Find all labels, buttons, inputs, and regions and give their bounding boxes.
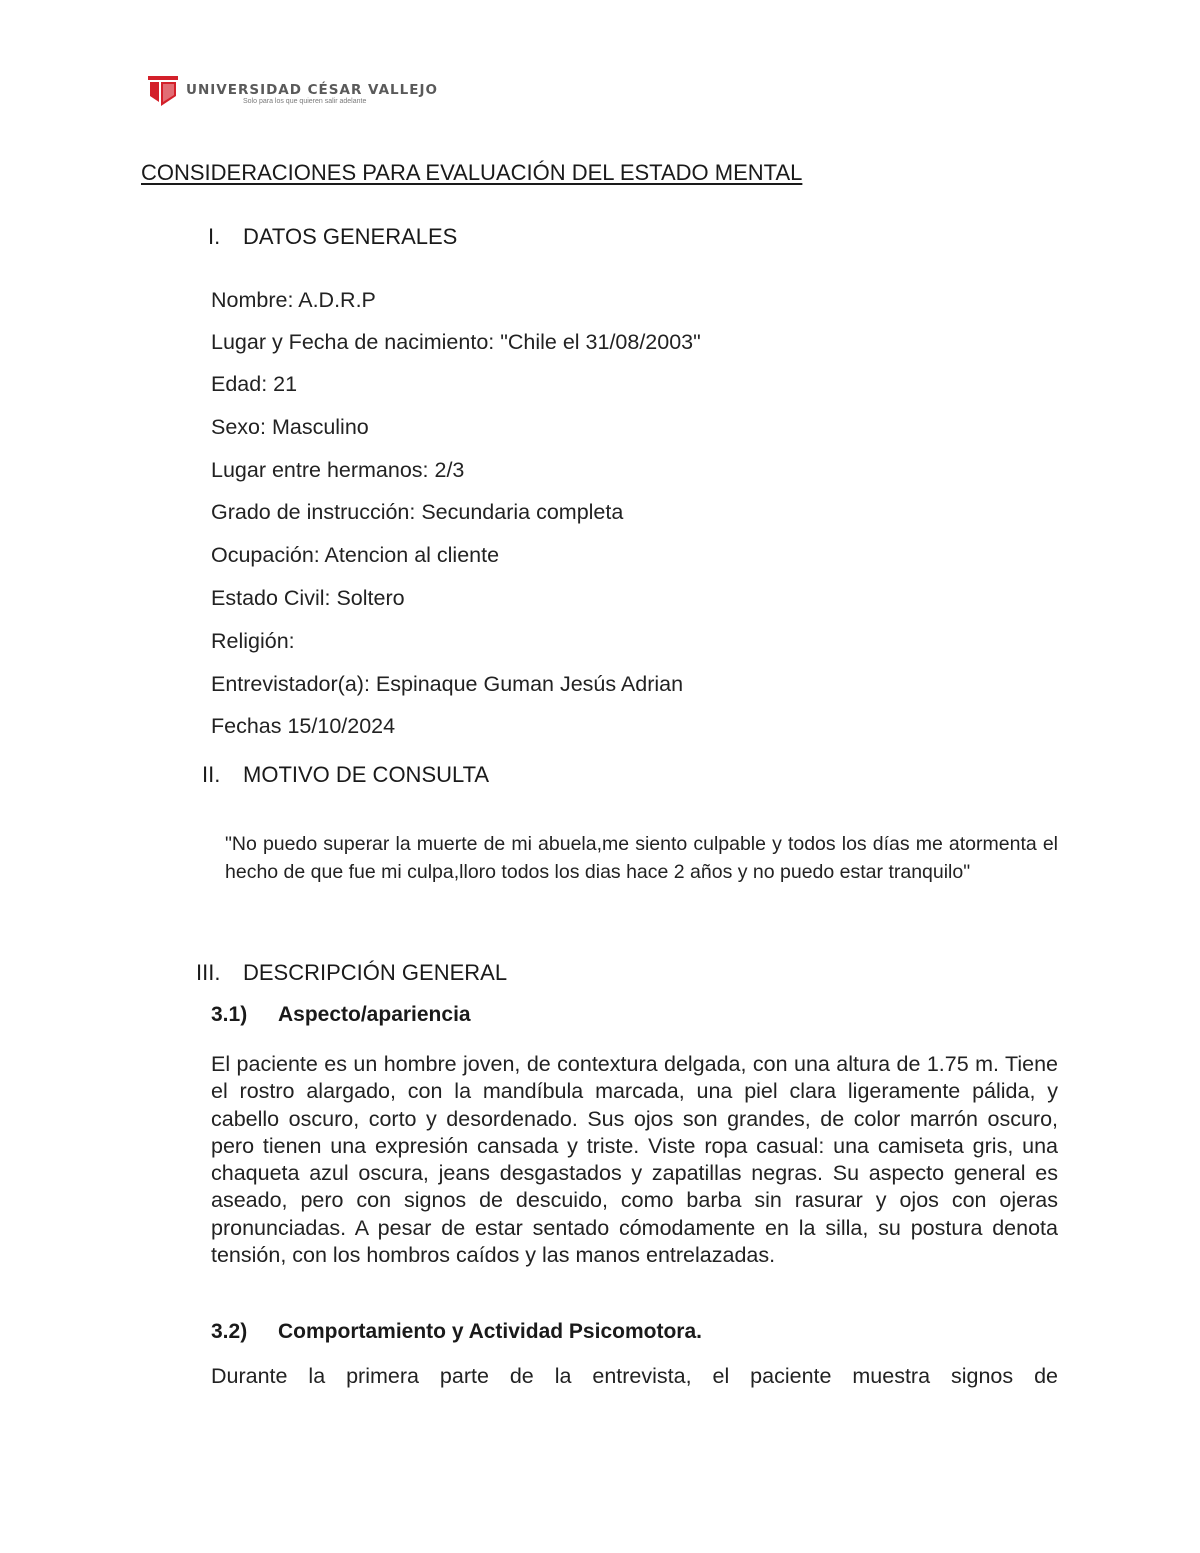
subsection-label: Comportamiento y Actividad Psicomotora. xyxy=(278,1320,702,1343)
section-number: III. xyxy=(196,960,221,985)
section-label: MOTIVO DE CONSULTA xyxy=(243,762,490,787)
field-lugar-fecha-nacimiento: Lugar y Fecha de nacimiento: "Chile el 31/08/2003" xyxy=(211,330,701,354)
field-religion: Religión: xyxy=(211,629,295,653)
university-logo xyxy=(146,70,438,110)
subsection-label: Aspecto/apariencia xyxy=(278,1003,471,1026)
section-number: II. xyxy=(202,762,221,787)
university-shield-icon xyxy=(146,72,180,108)
subsection-number: 3.2) xyxy=(211,1320,248,1343)
subsection-number: 3.1) xyxy=(211,1003,248,1026)
paragraph-aspecto: El paciente es un hombre joven, de contextura delgada, con una altura de 1.75 m. Tiene el rostro alargado, con la mandíbula marcada, una piel clara ligeramente pálida, y cabello oscuro, corto y desordenado. Sus ojos son grandes, de color marrón oscuro, pero tienen una expresión cansada y triste. Viste ropa casual: una camiseta gris, una chaqueta azul oscura, jeans desgastados y zapatillas negras. Su aspecto general es aseado, pero con signos de descuido, como barba sin rasurar y ojos con ojeras pronunciadas. A pesar de estar sentado cómodamente en la silla, su postura denota tensión, con los hombros caídos y las manos entrelazadas. xyxy=(211,1052,1058,1268)
field-entrevistador: Entrevistador(a): Espinaque Guman Jesús Adrian xyxy=(211,672,684,696)
section-number: I. xyxy=(208,224,221,249)
section-label: DESCRIPCIÓN GENERAL xyxy=(243,960,508,985)
field-edad: Edad: 21 xyxy=(211,372,298,396)
logo-tagline: Solo para los que quieren salir adelante xyxy=(243,98,367,105)
field-sexo: Sexo: Masculino xyxy=(211,415,369,439)
field-fechas: Fechas 15/10/2024 xyxy=(211,714,396,738)
field-estado-civil: Estado Civil: Soltero xyxy=(211,586,405,610)
paragraph-comportamiento: Durante la primera parte de la entrevista, el paciente muestra signos de xyxy=(211,1364,1058,1388)
field-nombre: Nombre: A.D.R.P xyxy=(211,288,376,312)
consultation-quote: "No puedo superar la muerte de mi abuela,me siento culpable y todos los días me atormenta el hecho de que fue mi culpa,lloro todos los dias hace 2 años y no puedo estar tranquilo" xyxy=(225,833,1058,883)
field-grado-instruccion: Grado de instrucción: Secundaria completa xyxy=(211,500,624,524)
field-lugar-entre-hermanos: Lugar entre hermanos: 2/3 xyxy=(211,458,465,482)
document-title: CONSIDERACIONES PARA EVALUACIÓN DEL ESTADO MENTAL xyxy=(141,160,803,185)
logo-title: UNIVERSIDAD CÉSAR VALLEJO xyxy=(186,82,438,98)
field-ocupacion: Ocupación: Atencion al cliente xyxy=(211,543,500,567)
section-label: DATOS GENERALES xyxy=(243,224,458,249)
